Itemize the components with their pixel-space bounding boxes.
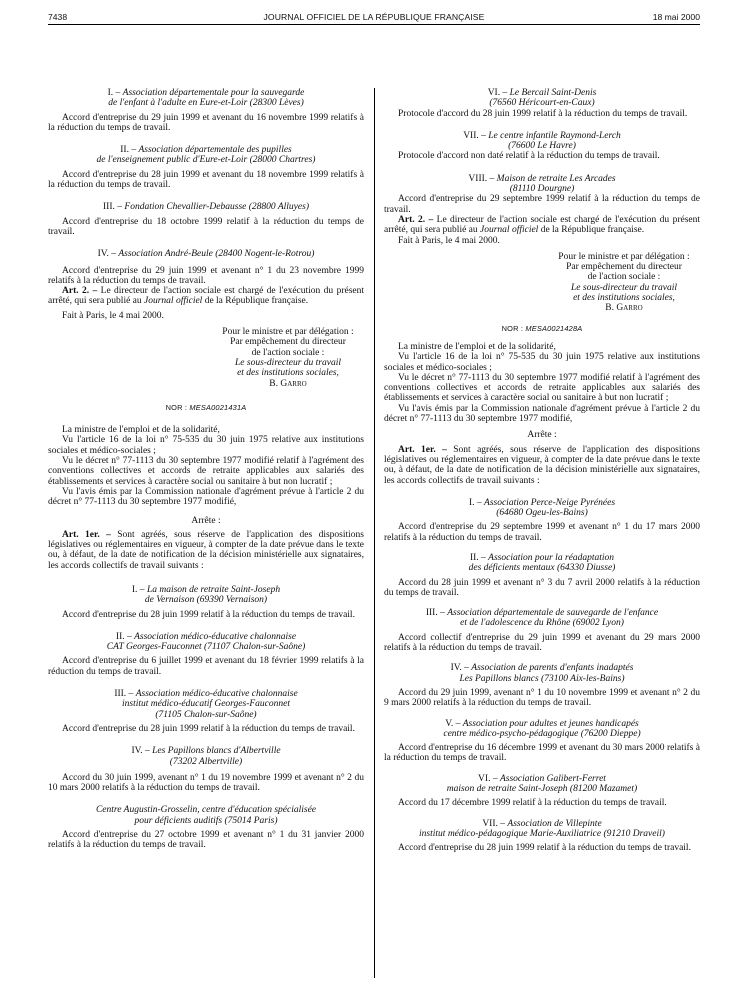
section-body: Accord d'entreprise du 29 juin 1999 et avenant du 16 novembre 1999 relatifs à la réduction du temps de travail. <box>48 112 364 133</box>
agreement-body: Accord d'entreprise du 28 juin 1999 relatif à la réduction du temps de travail. <box>398 843 691 854</box>
agreement-heading: IV. – Les Papillons blancs d'Albertville <box>131 746 281 757</box>
section-heading: IV. – Association André-Beule (28400 Nogent-le-Rotrou) <box>97 249 315 260</box>
preamble-line: Vu le décret n° 77-1113 du 30 septembre 1977 modifié relatif à l'agrément des conventions collectives et accords de retraite applicables aux salariés des établissements et services à caractère social ou sanitaire à but non lucratif ; <box>384 372 700 404</box>
column-divider <box>374 88 375 978</box>
section-body: Protocole d'accord non daté relatif à la réduction du temps de travail. <box>398 151 660 162</box>
agreement-body: Accord d'entreprise du 28 juin 1999 relatif à la réduction du temps de travail. <box>62 723 355 734</box>
preamble-line: Vu l'avis émis par la Commission nationale d'agrément prévue à l'article 2 du décret n° 77-1113 du 30 septembre 1977 modifié, <box>384 403 700 425</box>
header-rule <box>48 24 700 25</box>
section-heading-line2: de l'enseignement public d'Eure-et-Loir (28000 Chartres) <box>96 155 316 166</box>
agreement-heading: I. – La maison de retraite Saint-Joseph <box>131 584 281 595</box>
signatory-name: B. Garro <box>269 378 307 389</box>
agreement-heading: VII. – Association de Villepinte <box>482 818 602 829</box>
preamble-line: Vu l'article 16 de la loi n° 75-535 du 30 juin 1975 relative aux institutions sociales et médico-sociales ; <box>384 352 700 373</box>
agreement-heading: IV. – Association de parents d'enfants inadaptés <box>450 663 634 674</box>
agreement-heading: V. – Association pour adultes et jeunes handicapés <box>445 718 639 729</box>
section-heading: VII. – Le centre infantile Raymond-Lerch <box>463 130 621 141</box>
issue-date: 18 mai 2000 <box>652 12 700 22</box>
agreement-body: Accord d'entreprise du 27 octobre 1999 et avenant n° 1 du 31 janvier 2000 relatifs à la réduction du temps de travail. <box>48 830 364 851</box>
section-heading: I. – Association départementale pour la sauvegarde <box>107 88 305 98</box>
agreement-body: Accord du 29 juin 1999, avenant n° 1 du 10 novembre 1999 et avenant n° 2 du 9 mars 2000 relatifs à la réduction du temps de travail. <box>384 687 700 709</box>
agreement-body: Accord d'entreprise du 28 juin 1999 relatif à la réduction du temps de travail. <box>62 609 355 620</box>
signature-block: Pour le ministre et par délégation : Par empêchement du directeur de l'action sociale : Le sous-directeur du travail et des institutions sociales, B. Garro <box>548 252 700 314</box>
preamble-line: La ministre de l'emploi et de la solidarité, <box>398 341 556 352</box>
agreement-body: Accord d'entreprise du 16 décembre 1999 et avenant du 30 mars 2000 relatifs à la réduction du temps de travail. <box>384 743 700 764</box>
preamble-line: Vu l'avis émis par la Commission nationale d'agrément prévue à l'article 2 du décret n° 77-1113 du 30 septembre 1977 modifié, <box>48 486 364 508</box>
agreement-body: Accord d'entreprise du 29 septembre 1999 et avenant n° 1 du 17 mars 2000 relatifs à la réduction du temps de travail. <box>384 522 700 543</box>
agreement-heading: III. – Association médico-éducative chalonnaise <box>114 689 298 700</box>
nor-reference: NOR : MESA0021431A <box>165 402 247 412</box>
agreement-body: Accord du 17 décembre 1999 relatif à la réduction du temps de travail. <box>398 798 667 809</box>
signature-block: Pour le ministre et par délégation : Par empêchement du directeur de l'action sociale : Le sous-directeur du travail et des institutions sociales, B. Garro <box>212 327 364 389</box>
arrete-label: Arrête : <box>527 430 557 441</box>
section-heading: VI. – Le Bercail Saint-Denis <box>487 88 597 98</box>
section-heading: II. – Association départementale des pupilles <box>120 145 292 156</box>
signing-date: Fait à Paris, le 4 mai 2000. <box>398 235 500 246</box>
signing-date: Fait à Paris, le 4 mai 2000. <box>62 310 164 321</box>
arrete-label: Arrête : <box>191 515 221 526</box>
preamble-line: Vu le décret n° 77-1113 du 30 septembre 1977 modifié relatif à l'agrément des conventions collectives et accords de retraite applicables aux salariés des établissements et services à caractère social ou sanitaire à but non lucratif ; <box>48 456 364 487</box>
right-column: VI. – Le Bercail Saint-Denis (76560 Héricourt-en-Caux) Protocole d'accord du 28 juin 1999 relatif à la réduction du temps de travail. VII. – Le centre infantile Raymond-Lerch (76600 Le Havre) Protocole d'accord non daté relatif à la réduction du temps de travail. VIII. – Maison de retraite Les Arcades (81110 Dourgne) Accord d'entreprise du 29 septembre 1999 relatif à la réduction du temps de travail. Art. 2. – Le directeur de l'action sociale est chargé de l'exécution du présent arrêté, qui sera publié au Journal officiel de la République française. Fait à Paris, le 4 mai 2000. Pour le ministre et par délégation : Par empêchement du directeur de l'action sociale : Le sous-directeur du travail et des institutions sociales, B. Garro NOR : MESA0021428A La ministre de l'emploi et de la solidarité, Vu l'article 16 de la loi n° 75-535 du 30 juin 1975 relative aux institutions sociales et médico-sociales ; Vu le décret n° 77-1113 du 30 septembre 1977 modifié relatif à l'agrément des conventions collectives et accords de retraite applicables aux salariés des établissements et services à caractère social ou sanitaire à but non lucratif ; Vu l'avis émis par la Commission nationale d'agrément prévue à l'article 2 du décret n° 77-1113 du 30 septembre 1977 modifié, Arrête : Art. 1er. – Sont agréés, sous réserve de l'application des dispositions législatives ou réglementaires en vigueur, à compter de la date prévue dans le texte ou, à défaut, de la date de notification de la décision ministérielle aux signataires, les accords collectifs de travail suivants : I. – Association Perce-Neige Pyrénées (64680 Ogeu-les-Bains) Accord d'entreprise du 29 septembre 1999 et avenant n° 1 du 17 mars 2000 relatifs à la réduction du temps de travail. II. – Association pour la réadaptation des déficients mentaux (64330 Diusse) Accord du 28 juin 1999 et avenant n° 3 du 7 avril 2000 relatifs à la réduction du temps de travail. III. – Association départementale de sauvegarde de l'enfance et de l'adolescence du Rhône (69002 Lyon) Accord collectif d'entreprise du 29 juin 1999 et avenant du 29 mars 2000 relatifs à la réduction du temps de travail. IV. – Association de parents d'enfants inadaptés Les Papillons blancs (73100 Aix-les-Bains) Accord du 29 juin 1999, avenant n° 1 du 10 novembre 1999 et avenant n° 2 du 9 mars 2000 relatifs à la réduction du temps de travail. V. – Association pour adultes et jeunes handicapés centre médico-psycho-pédagogique (76200 Dieppe) Accord d'entreprise du 16 décembre 1999 et avenant du 30 mars 2000 relatifs à la réduction du temps de travail. VI. – Association Galibert-Ferret maison de retraite Saint-Joseph (81200 Mazamet) Accord du 17 décembre 1999 relatif à la réduction du temps de travail. VII. – Association de Villepinte institut médico-pédagogique Marie-Auxiliatrice (91210 Draveil) Accord d'entreprise du 28 juin 1999 relatif à la réduction du temps de travail. <box>384 88 700 854</box>
agreement-body: Accord collectif d'entreprise du 29 juin 1999 et avenant du 29 mars 2000 relatifs à la réduction du temps de travail. <box>384 632 700 654</box>
agreement-body: Accord d'entreprise du 6 juillet 1999 et avenant du 18 février 1999 relatifs à la réduction du temps de travail. <box>48 656 364 677</box>
section-body: Accord d'entreprise du 29 juin 1999 et avenant n° 1 du 23 novembre 1999 relatifs à la réduction du temps de travail. <box>48 265 364 286</box>
preamble-line: Vu l'article 16 de la loi n° 75-535 du 30 juin 1975 relative aux institutions sociales et médico-sociales ; <box>48 435 364 456</box>
article-1: Art. 1er. – Sont agréés, sous réserve de l'application des dispositions législatives ou réglementaires en vigueur, à compter de la date prévue dans le texte ou, à défaut, de la date de notification de la décision ministérielle aux signataires, les accords collectifs de travail suivants : <box>48 529 364 571</box>
section-heading: III. – Fondation Chevallier-Debausse (28800 Alluyes) <box>103 202 309 213</box>
agreement-body: Accord du 30 juin 1999, avenant n° 1 du 19 novembre 1999 et avenant n° 2 du 10 mars 2000 relatifs à la réduction du temps de travail. <box>48 772 364 794</box>
section-body: Accord d'entreprise du 29 septembre 1999 relatif à la réduction du temps de travail. <box>384 194 700 215</box>
agreement-heading: II. – Association pour la réadaptation <box>469 552 615 563</box>
agreement-heading: I. – Association Perce-Neige Pyrénées <box>468 497 616 508</box>
section-body: Protocole d'accord du 28 juin 1999 relatif à la réduction du temps de travail. <box>398 108 688 119</box>
article-1: Art. 1er. – Sont agréés, sous réserve de l'application des dispositions législatives ou réglementaires en vigueur, à compter de la date prévue dans le texte ou, à défaut, de la date de notification de la décision ministérielle aux signataires, les accords collectifs de travail suivants : <box>384 444 700 486</box>
article-2: Art. 2. – Le directeur de l'action sociale est chargé de l'exécution du présent arrêté, qui sera publié au Journal officiel de la République française. <box>48 286 364 307</box>
agreement-heading: II. – Association médico-éducative chalonnaise <box>115 631 297 642</box>
left-column: I. – Association départementale pour la sauvegarde de l'enfant à l'adulte en Eure-et-Loir (28300 Lèves) Accord d'entreprise du 29 juin 1999 et avenant du 16 novembre 1999 relatifs à la réduction du temps de travail. II. – Association départementale des pupilles de l'enseignement public d'Eure-et-Loir (28000 Chartres) Accord d'entreprise du 28 juin 1999 et avenant du 18 novembre 1999 relatifs à la réduction du temps de travail. III. – Fondation Chevallier-Debausse (28800 Alluyes) Accord d'entreprise du 18 octobre 1999 relatif à la réduction du temps de travail. IV. – Association André-Beule (28400 Nogent-le-Rotrou) Accord d'entreprise du 29 juin 1999 et avenant n° 1 du 23 novembre 1999 relatifs à la réduction du temps de travail. Art. 2. – Le directeur de l'action sociale est chargé de l'exécution du présent arrêté, qui sera publié au Journal officiel de la République française. Fait à Paris, le 4 mai 2000. Pour le ministre et par délégation : Par empêchement du directeur de l'action sociale : Le sous-directeur du travail et des institutions sociales, B. Garro NOR : MESA0021431A La ministre de l'emploi et de la solidarité, Vu l'article 16 de la loi n° 75-535 du 30 juin 1975 relative aux institutions sociales et médico-sociales ; Vu le décret n° 77-1113 du 30 septembre 1977 modifié relatif à l'agrément des conventions collectives et accords de retraite applicables aux salariés des établissements et services à caractère social ou sanitaire à but non lucratif ; Vu l'avis émis par la Commission nationale d'agrément prévue à l'article 2 du décret n° 77-1113 du 30 septembre 1977 modifié, Arrête : Art. 1er. – Sont agréés, sous réserve de l'application des dispositions législatives ou réglementaires en vigueur, à compter de la date prévue dans le texte ou, à défaut, de la date de notification de la décision ministérielle aux signataires, les accords collectifs de travail suivants : I. – La maison de retraite Saint-Joseph de Vernaison (69390 Vernaison) Accord d'entreprise du 28 juin 1999 relatif à la réduction du temps de travail. II. – Association médico-éducative chalonnaise CAT Georges-Fauconnet (71107 Chalon-sur-Saône) Accord d'entreprise du 6 juillet 1999 et avenant du 18 février 1999 relatifs à la réduction du temps de travail. III. – Association médico-éducative chalonnaise institut médico-éducatif Georges-Fauconnet (71105 Chalon-sur-Saône) Accord d'entreprise du 28 juin 1999 relatif à la réduction du temps de travail. IV. – Les Papillons blancs d'Albertville (73202 Albertville) Accord du 30 juin 1999, avenant n° 1 du 19 novembre 1999 et avenant n° 2 du 10 mars 2000 relatifs à la réduction du temps de travail. Centre Augustin-Grosselin, centre d'éducation spécialisée pour déficients auditifs (75014 Paris) Accord d'entreprise du 27 octobre 1999 et avenant n° 1 du 31 janvier 2000 relatifs à la réduction du temps de travail. <box>48 88 364 851</box>
section-body: Accord d'entreprise du 18 octobre 1999 relatif à la réduction du temps de travail. <box>48 216 364 237</box>
preamble-line: La ministre de l'emploi et de la solidarité, <box>62 425 220 436</box>
section-body: Accord d'entreprise du 28 juin 1999 et avenant du 18 novembre 1999 relatifs à la réduction du temps de travail. <box>48 169 364 191</box>
section-heading: VIII. – Maison de retraite Les Arcades <box>468 173 616 184</box>
signatory-name: B. Garro <box>605 303 643 314</box>
agreement-body: Accord du 28 juin 1999 et avenant n° 3 du 7 avril 2000 relatifs à la réduction du temps de travail. <box>384 577 700 598</box>
journal-title: JOURNAL OFFICIEL DE LA RÉPUBLIQUE FRANÇAISE <box>263 12 485 22</box>
agreement-heading: Centre Augustin-Grosselin, centre d'éducation spécialisée <box>95 805 317 816</box>
nor-reference: NOR : MESA0021428A <box>501 323 583 333</box>
article-2: Art. 2. – Le directeur de l'action sociale est chargé de l'exécution du présent arrêté, qui sera publié au Journal officiel de la République française. <box>384 214 700 236</box>
agreement-heading: VI. – Association Galibert-Ferret <box>478 773 606 784</box>
page-number: 7438 <box>48 12 68 22</box>
section-heading-line2: de l'enfant à l'adulte en Eure-et-Loir (28300 Lèves) <box>108 98 304 109</box>
agreement-heading: III. – Association départementale de sauvegarde de l'enfance <box>425 608 659 619</box>
